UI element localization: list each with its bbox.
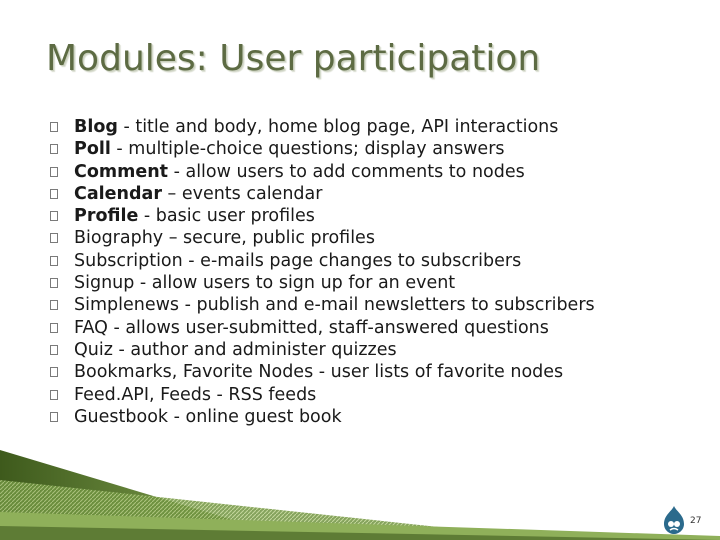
square-bullet-icon (50, 345, 58, 355)
item-term: Calendar (74, 183, 162, 204)
item-text: Quiz - author and administer quizzes (74, 339, 397, 360)
item-text: - allow users to add comments to nodes (168, 161, 525, 182)
item-text: Bookmarks, Favorite Nodes - user lists of favorite nodes (74, 362, 564, 383)
square-bullet-icon (50, 367, 58, 377)
list-item (50, 138, 595, 160)
square-bullet-icon (50, 167, 58, 177)
item-term: Profile (74, 206, 139, 227)
square-bullet-icon (50, 412, 58, 422)
list-item (50, 227, 595, 249)
item-text: - basic user profiles (138, 206, 315, 227)
page-number: 27 (690, 516, 702, 526)
item-text: - title and body, home blog page, API interactions (117, 117, 559, 137)
item-text: Simplenews - publish and e-mail newsletters to subscribers (74, 295, 595, 316)
square-bullet-icon (50, 189, 58, 199)
square-bullet-icon (50, 256, 58, 266)
list-item (50, 384, 595, 406)
item-text: – events calendar (161, 183, 323, 204)
item-text: Subscription - e-mails page changes to subscribers (74, 250, 522, 271)
drupal-drop-logo-icon (662, 505, 686, 535)
decorative-stripes (0, 450, 720, 540)
square-bullet-icon (50, 211, 58, 221)
square-bullet-icon (50, 144, 58, 154)
list-item (50, 294, 595, 316)
slide-title: Modules: User participation (46, 38, 541, 79)
list-item (50, 161, 595, 183)
square-bullet-icon (50, 233, 58, 243)
square-bullet-icon (50, 323, 58, 333)
item-term: Blog (74, 117, 118, 137)
list-item (50, 317, 595, 339)
list-item (50, 272, 595, 294)
list-item (50, 116, 595, 138)
item-text: Signup - allow users to sign up for an event (74, 273, 456, 294)
item-text: - multiple-choice questions; display answers (110, 139, 505, 160)
list-item (50, 250, 595, 272)
list-item (50, 361, 595, 383)
item-term: Poll (74, 139, 111, 160)
item-text: Biography – secure, public profiles (74, 228, 375, 249)
bullet-list (50, 116, 595, 428)
list-item (50, 205, 595, 227)
item-text: Guestbook - online guest book (74, 406, 342, 427)
item-text: Feed.API, Feeds - RSS feeds (74, 384, 317, 405)
item-term: Comment (74, 161, 169, 182)
list-item (50, 406, 595, 428)
item-text: FAQ - allows user-submitted, staff-answered questions (74, 317, 549, 338)
square-bullet-icon (50, 122, 58, 132)
square-bullet-icon (50, 278, 58, 288)
square-bullet-icon (50, 300, 58, 310)
square-bullet-icon (50, 390, 58, 400)
list-item (50, 339, 595, 361)
list-item (50, 183, 595, 205)
